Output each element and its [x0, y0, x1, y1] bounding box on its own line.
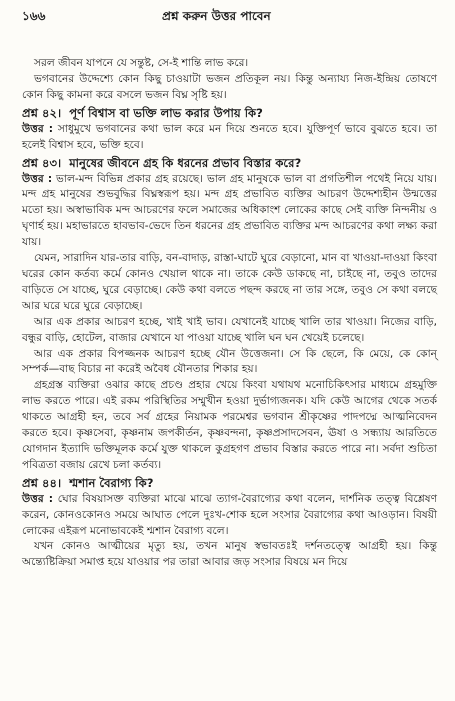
- running-head: প্রশ্ন করুন উত্তর পাবেন: [162, 9, 271, 23]
- page-number: ১৬৬: [22, 9, 46, 23]
- body-paragraph: [22, 72, 437, 104]
- question-heading: [22, 155, 437, 172]
- body-paragraph: [22, 539, 437, 571]
- paragraph-text: গ্রহগ্রস্ত ব্যক্তিরা ওঝার কাছে প্রচণ্ড প্রহার খেয়ে কিংবা যথাযথ মনোচিকিৎসার মাধ্যমে গ্রহমুক্তি লাভ করতে পারে। এই রকম পরিস্থিতির সম্মুখীন হওয়া দুর্ভাগ্যজনক। যদি কেউ আগের থেকে সতর্ক থাকতে আগ্রহী হন, তবে সর্ব গ্রহের নিয়ামক পরমেশ্বর ভগবান শ্রীকৃষ্ণের পাদপদ্মে আত্মনিবেদন করতে হবে। কৃষ্ণসেবা, কৃষ্ণনাম জপকীর্তন, কৃষ্ণবন্দনা, কৃষ্ণপ্রসাদসেবন, ঊষা ও সন্ধ্যায় আরতিতে যোগদান ইত্যাদি ভক্তিমূলক কর্মে যুক্ত থাকলে কুগ্রহগণ প্রভাব বিস্তার করতে পারে না। সর্বদা শুচিতা পবিত্রতা বজায় রেখে চলা কর্তব্য।: [22, 379, 437, 471]
- page-header: [22, 8, 437, 30]
- question-number: প্রশ্ন ৪৪।: [22, 475, 62, 490]
- body-paragraph: [22, 56, 437, 72]
- answer-label: উত্তর :: [22, 172, 53, 185]
- question-number: প্রশ্ন ৪২।: [22, 105, 62, 120]
- question-text: পূর্ণ বিশ্বাস বা ভক্তি লাভ করার উপায় কি?: [69, 105, 263, 120]
- page-body: [22, 56, 437, 571]
- question-text: শ্মশান বৈরাগ্য কি?: [69, 475, 154, 490]
- paragraph-text: যেমন, সারাদিন যার-তার বাড়ি, বন-বাদাড়, রাস্তা-ঘাটে ঘুরে বেড়ানো, মান বা খাওয়া-দাওয়া কিংবা ঘরের কোন কর্তব্য কর্মে কোনও খেয়াল থাকে না। তাকে কেউ ডাকছে না, চাইছে না, তবুও তাদের বাড়িতে সে যাচ্ছে, ঘুরে বেড়াচ্ছে। কেউ কথা বলতে পছন্দ করছে না তার সঙ্গে, তবুও সে কথা বলছে আর ঘরে ঘরে ঘুরে বেড়াচ্ছে।: [22, 252, 437, 312]
- body-paragraph: [22, 378, 437, 473]
- question-heading: [22, 105, 437, 122]
- paragraph-text: সরল জীবন যাপনে যে সন্তুষ্ট, সে-ই শান্তি লাভ করে।: [34, 57, 249, 69]
- paragraph-text: ভগবানের উদ্দেশ্যে কোন কিছু চাওয়াটা ভজন প্রতিকূল নয়। কিন্তু অন্যায্য নিজ-ইন্দ্রিয় তোষণে কোন কিছু কামনা করে বসলে ভজন বিঘ্ন সৃষ্টি হয়।: [22, 72, 437, 101]
- paragraph-text: আর এক প্রকার বিপজ্জনক আচরণ হচ্ছে যৌন উত্তেজনা। সে কি ছেলে, কি মেয়ে, কে কোন্ সম্পর্ক—বাছ বিচার না করেই অবৈধ যৌনতার শিকার হয়।: [22, 347, 437, 376]
- answer-label: উত্তর :: [22, 122, 54, 135]
- body-paragraph: [22, 251, 437, 315]
- paragraph-text: ঘোর বিষয়াসক্ত ব্যক্তিরা মাঝে মাঝে ত্যাগ-বৈরাগ্যের কথা বলেন, দার্শনিক তত্ত্ব বিশ্লেষণ করেন, কোনওকোনও সময়ে আঘাত পেলে দুঃখ-শোক হলে সংসার বৈরাগ্যের কথা আওড়ান। বিষয়ী লোকের এইরূপ মনোভাবকেই শ্মশান বৈরাগ্য বলে।: [22, 492, 437, 537]
- body-paragraph: [22, 347, 437, 379]
- question-text: মানুষের জীবনে গ্রহ কি ধরনের প্রভাব বিস্তার করে?: [69, 155, 302, 170]
- paragraph-text: সাধুমুখে ভগবানের কথা ভাল করে মন দিয়ে শুনতে হবে। যুক্তিপূর্ণ ভাবে বুঝতে হবে। তা হলেই বিশ্বাস হবে, ভক্তি হবে।: [22, 122, 437, 151]
- paragraph-text: যখন কোনও আত্মীয়ের মৃত্যু হয়, তখন মানুষ স্বভাবতঃই দর্শনতত্ত্বে আগ্রহী হয়। কিন্তু অন্ত্যেষ্টিক্রিয়া সমাপ্ত হয়ে যাওয়ার পর তারা আবার জড় সংসার বিষয়ে মন দিয়ে: [22, 540, 437, 569]
- question-heading: [22, 475, 437, 492]
- body-paragraph: [22, 315, 437, 347]
- answer-paragraph: [22, 172, 437, 252]
- answer-label: উত্তর :: [22, 492, 53, 505]
- paragraph-text: ভাল-মন্দ বিভিন্ন প্রকার গ্রহ রয়েছে। ভাল গ্রহ মানুষকে ভাল বা প্রগতিশীল পথেই নিয়ে যায়। মন্দ গ্রহ মানুষের শুভবুদ্ধির বিঘ্নস্বরূপ হয়। মন্দ গ্রহ প্রভাবিত ব্যক্তির আচরণ উদ্দেশ্যহীন উন্মত্তের মতো হয়। অস্বাভাবিক মন্দ আচরণের ফলে সমাজের অধিকাংশ লোকের কাছে সেই ব্যক্তি নিন্দনীয় ও ঘৃণার্হ হয়। মহাভারতে হাবভাব-ভেদে তিন ধরনের গ্রহ প্রভাবিত ব্যক্তির মন্দ আচরণের কথা লক্ষ্য করা যায়।: [22, 172, 437, 249]
- answer-paragraph: [22, 492, 437, 540]
- answer-paragraph: [22, 122, 437, 154]
- question-number: প্রশ্ন ৪৩।: [22, 155, 62, 170]
- paragraph-text: আর এক প্রকার আচরণ হচ্ছে, খাই খাই ভাব। যেখানেই যাচ্ছে খালি তার খাওয়া। নিজের বাড়ি, বন্ধুর বাড়ি, হোটেল, বাজার যেখানে যা পাওয়া যাচ্ছে খালি ঘন ঘন খেয়েই চলেছে।: [22, 315, 437, 344]
